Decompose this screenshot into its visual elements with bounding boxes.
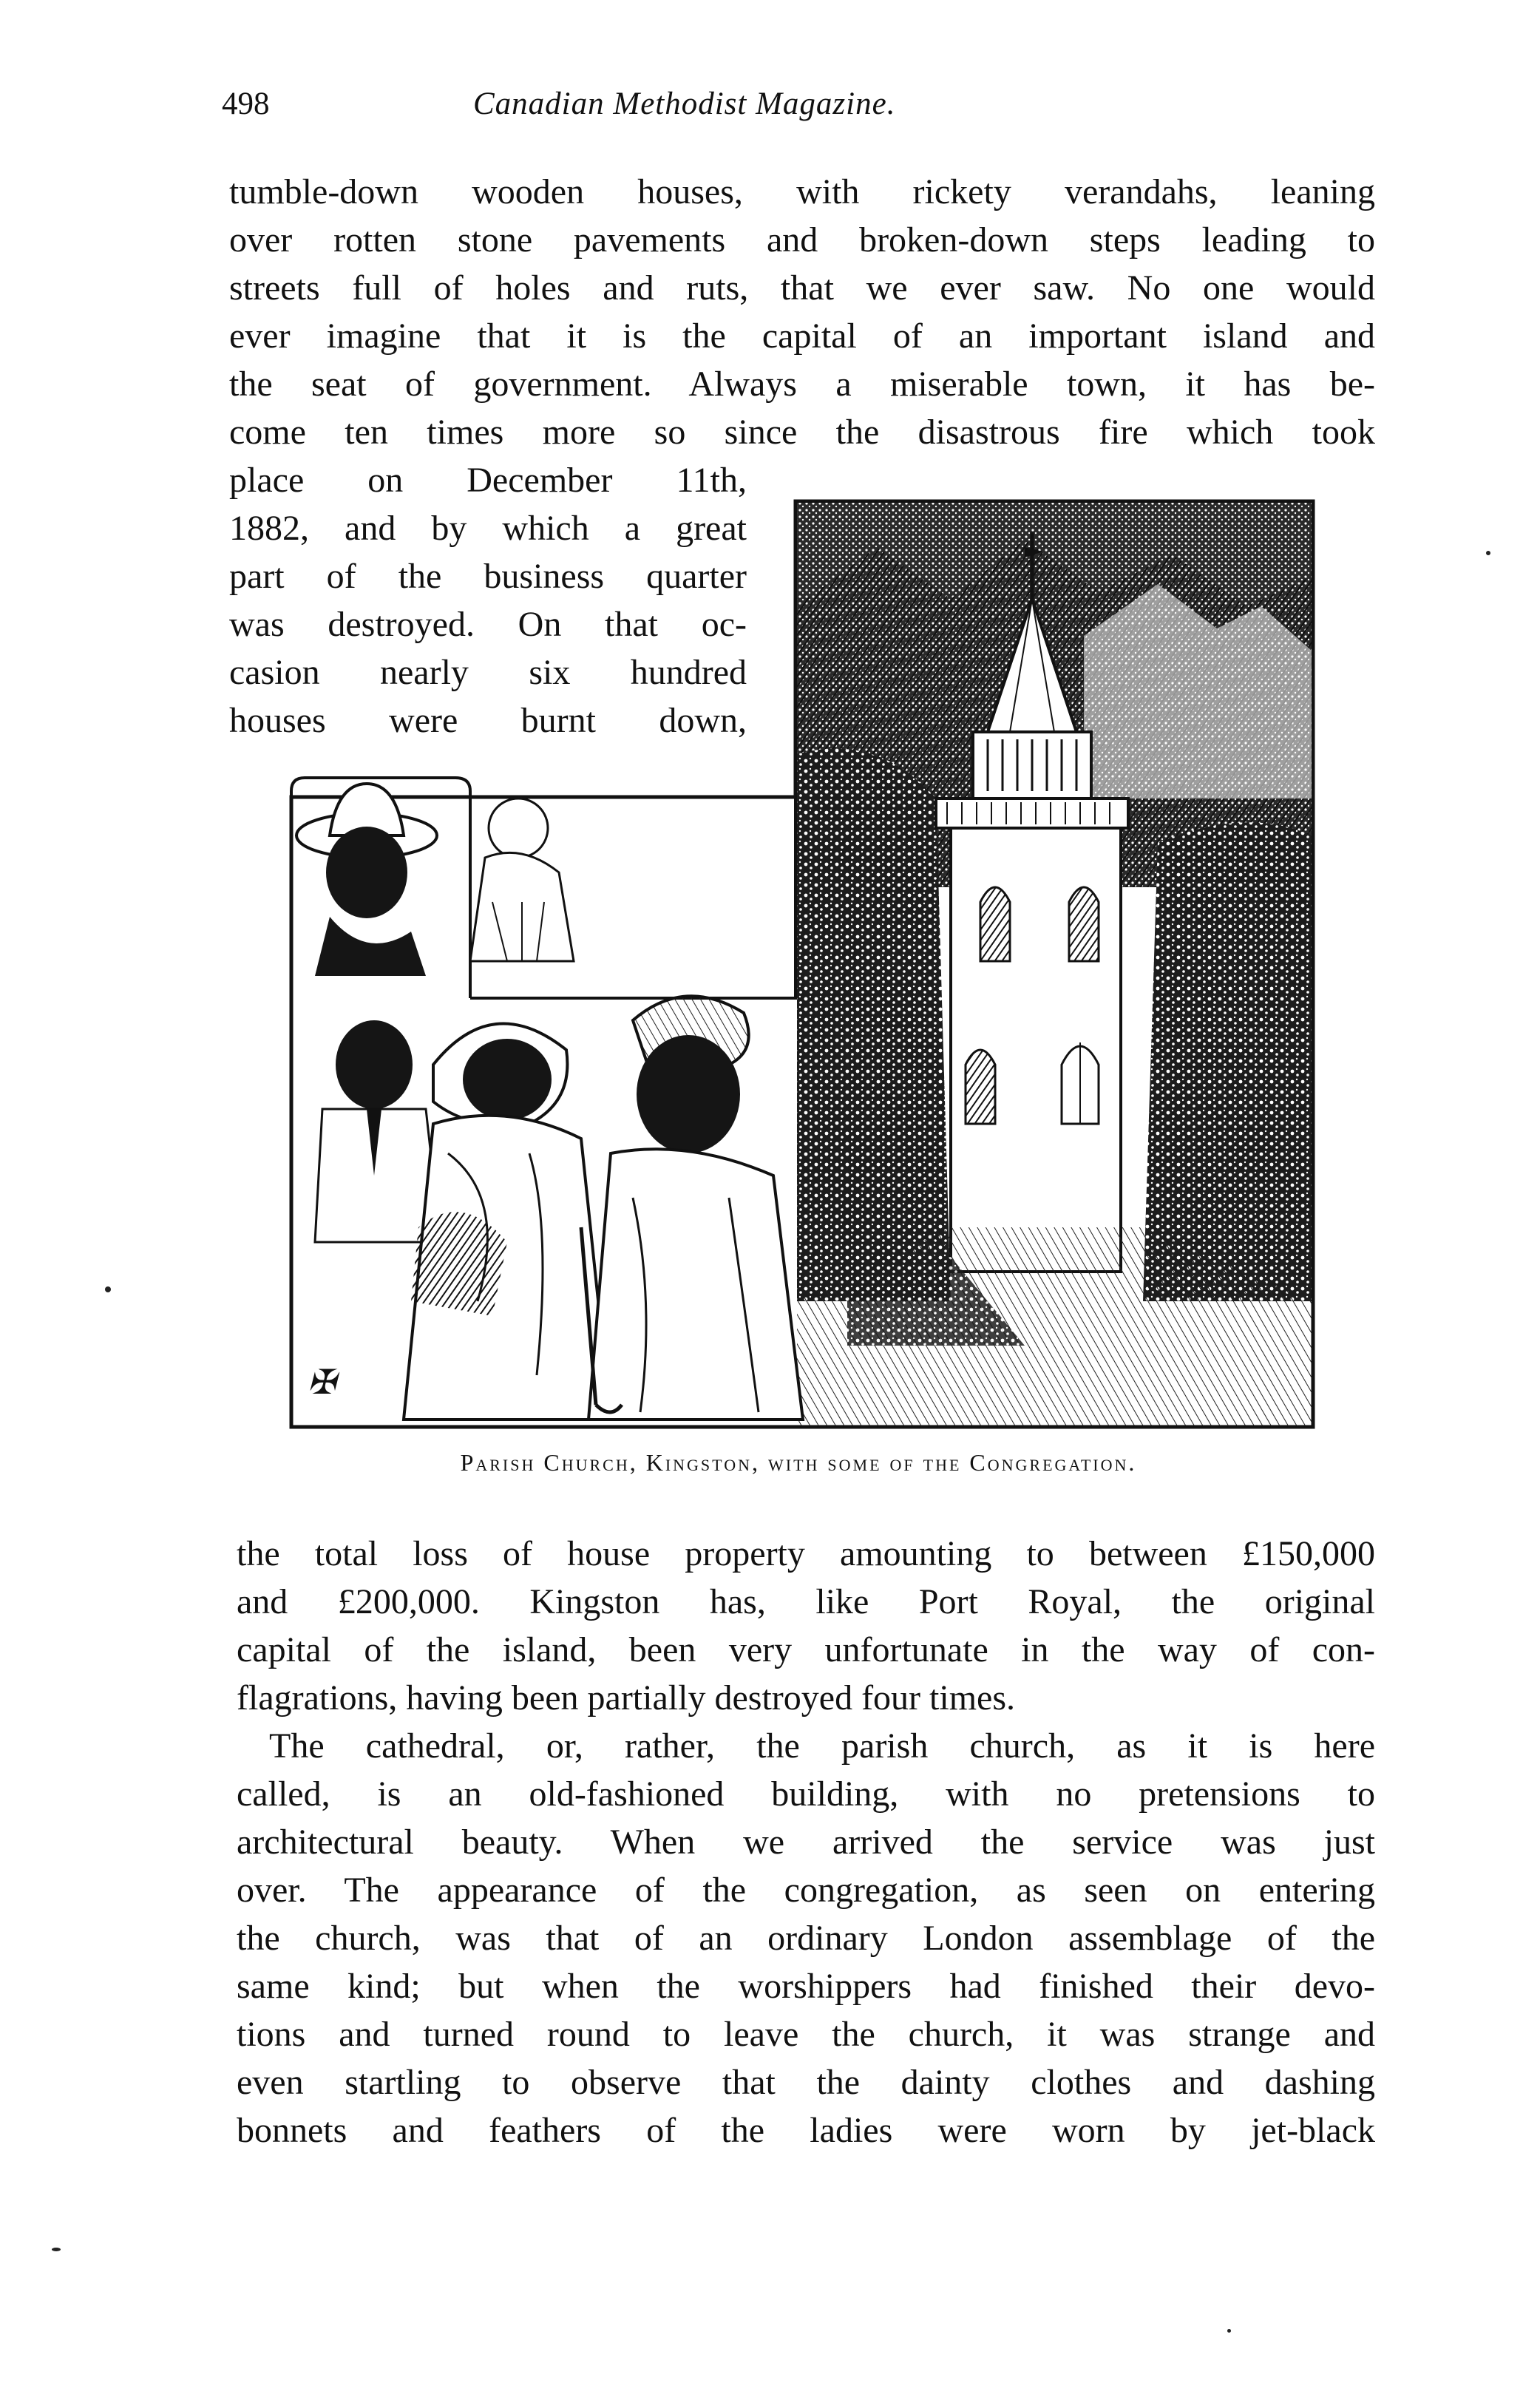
body-line: flagrations, having been partially destroyed four times. bbox=[237, 1678, 1016, 1717]
body-line: 1882, and by which a great bbox=[229, 509, 747, 548]
body-line: was destroyed. On that oc- bbox=[229, 605, 747, 644]
left-foliage bbox=[797, 749, 951, 1302]
print-speck bbox=[1486, 551, 1490, 555]
body-line: called, is an old-fashioned building, with no pretensions to bbox=[237, 1774, 1375, 1814]
right-foliage bbox=[1143, 822, 1312, 1301]
body-line: part of the business quarter bbox=[229, 557, 747, 596]
body-line: bonnets and feathers of the ladies were worn by jet-black bbox=[237, 2111, 1375, 2150]
body-line: ever imagine that it is the capital of an important island and bbox=[229, 316, 1375, 356]
parish-church-engraving bbox=[285, 488, 1320, 1434]
body-line: the church, was that of an ordinary London assemblage of the bbox=[237, 1919, 1375, 1958]
body-line: even startling to observe that the dainty clothes and dashing bbox=[237, 2063, 1375, 2102]
body-line: tumble-down wooden houses, with rickety verandahs, leaning bbox=[229, 172, 1375, 211]
body-line: same kind; but when the worshippers had finished their devo- bbox=[237, 1967, 1375, 2006]
body-line: houses were burnt down, bbox=[229, 701, 747, 740]
body-line: over. The appearance of the congregation, as seen on entering bbox=[237, 1871, 1375, 1910]
body-line: the total loss of house property amounting to between £150,000 bbox=[237, 1534, 1375, 1573]
body-line: The cathedral, or, rather, the parish church, as it is here bbox=[269, 1726, 1375, 1766]
body-line: casion nearly six hundred bbox=[229, 653, 747, 692]
print-speck bbox=[105, 1286, 111, 1292]
body-line: streets full of holes and ruts, that we ever saw. No one would bbox=[229, 268, 1375, 308]
congregation-figures bbox=[296, 784, 803, 1420]
body-line: place on December 11th, bbox=[229, 461, 747, 500]
running-title: Canadian Methodist Magazine. bbox=[473, 87, 896, 121]
body-line: the seat of government. Always a miserable town, it has be- bbox=[229, 364, 1375, 404]
body-line: tions and turned round to leave the church, it was strange and bbox=[237, 2015, 1375, 2054]
body-line: capital of the island, been very unfortunate in the way of con- bbox=[237, 1630, 1375, 1669]
body-line: come ten times more so since the disastrous fire which took bbox=[229, 413, 1375, 452]
figure-caption: Parish Church, Kingston, with some of the Congregation. bbox=[460, 1449, 1137, 1476]
page-number: 498 bbox=[222, 87, 270, 121]
body-line: architectural beauty. When we arrived the service was just bbox=[237, 1822, 1375, 1862]
print-speck bbox=[52, 2248, 61, 2251]
body-line: and £200,000. Kingston has, like Port Royal, the original bbox=[237, 1582, 1375, 1621]
print-speck bbox=[1227, 2329, 1231, 2333]
page-header bbox=[222, 86, 1375, 138]
artist-monogram: ✠ bbox=[308, 1363, 336, 1401]
body-line: over rotten stone pavements and broken-down steps leading to bbox=[229, 220, 1375, 260]
